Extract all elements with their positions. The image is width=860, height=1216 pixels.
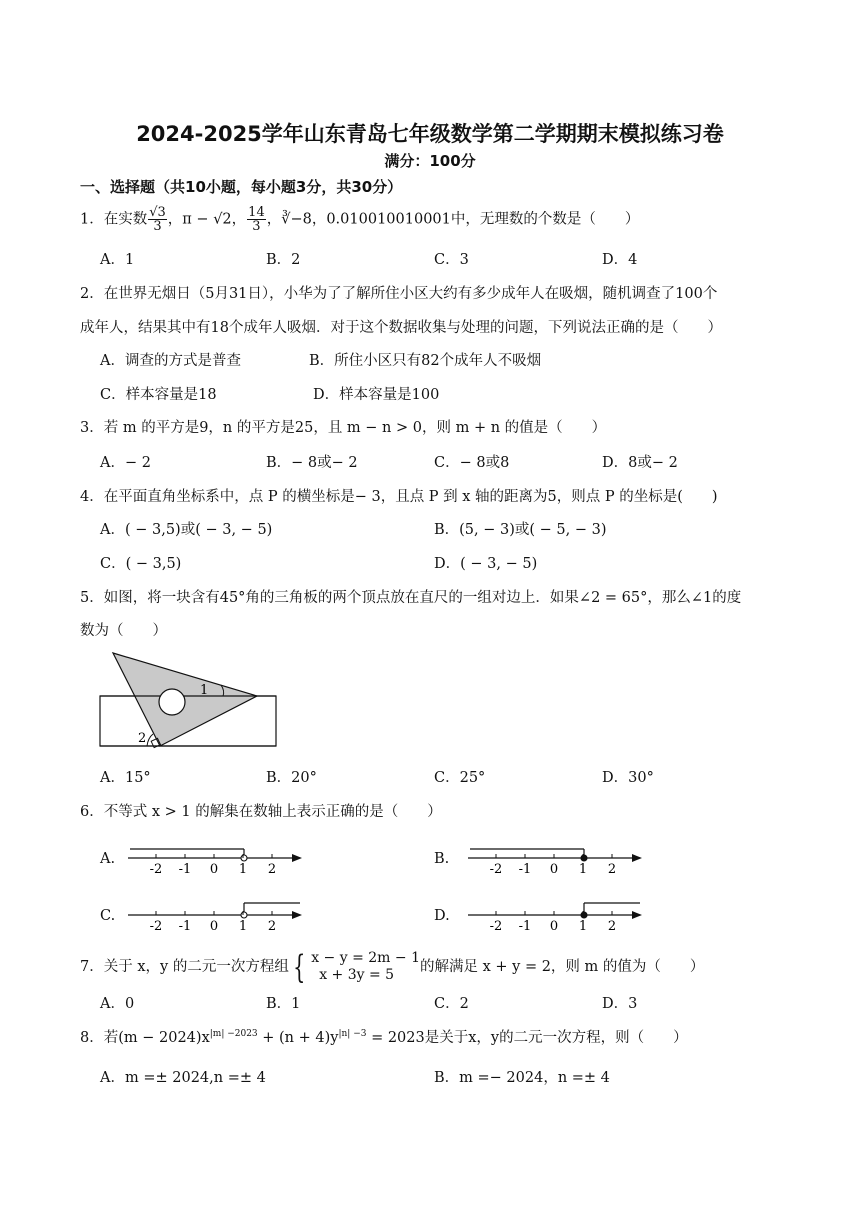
tick-label: -2 <box>489 862 503 877</box>
number-line-b <box>460 840 650 878</box>
option-b: B．1 <box>266 996 301 1012</box>
option-c: C．3 <box>434 252 469 268</box>
tick-label: -2 <box>489 919 503 934</box>
angle-1-label: 1 <box>200 683 209 698</box>
equation-system: x − y = 2m − 1 x + 3y = 5 <box>311 950 420 983</box>
option-a: A．m =± 2024,n =± 4 <box>100 1070 266 1086</box>
option-d: D．30° <box>602 770 654 786</box>
option-a: A．15° <box>100 770 151 786</box>
tick-label: 0 <box>549 919 559 934</box>
tick-label: -1 <box>178 862 192 877</box>
tick-label: -2 <box>149 862 163 877</box>
option-a: A．调查的方式是普查 <box>100 353 241 369</box>
number-line-a <box>120 840 310 878</box>
option-d: D．3 <box>602 996 638 1012</box>
tick-label: -1 <box>518 919 532 934</box>
angle-2-label: 2 <box>138 731 147 746</box>
tick-label: 2 <box>267 919 277 934</box>
option-c: C．25° <box>434 770 486 786</box>
brace: { <box>292 948 306 986</box>
option-b: B．2 <box>266 252 301 268</box>
triangle-ruler-figure <box>96 650 282 750</box>
tick-label: 2 <box>607 919 617 934</box>
option-a: A．1 <box>100 252 135 268</box>
tick-label: -1 <box>178 919 192 934</box>
fraction: $\frac{14}{3}$ <box>248 205 265 234</box>
tick-label: 2 <box>267 862 277 877</box>
question-number: 8． <box>80 1030 104 1046</box>
tick-label: 1 <box>578 919 588 934</box>
question-1: 1．在实数 $\frac{√3}{3}$ ，π − √2， $\frac{14}{3}$ ，∛−8，0.010010010001中，无理数的个数是（ ） <box>80 205 640 234</box>
question-3: 3．若 m 的平方是9，n 的平方是25，且 m − n > 0，则 m + n 的值是（ ） <box>80 420 607 436</box>
option-b: B．m =− 2024，n =± 4 <box>434 1070 610 1086</box>
option-b: B．所住小区只有82个成年人不吸烟 <box>309 353 542 369</box>
option-a: A．( − 3,5)或( − 3, − 5) <box>100 522 273 538</box>
tick-label: 0 <box>209 919 219 934</box>
question-number: 7． <box>80 959 104 975</box>
tick-label: -2 <box>149 919 163 934</box>
question-number: 4． <box>80 489 104 505</box>
tick-label: 1 <box>238 862 248 877</box>
option-a: A．0 <box>100 996 135 1012</box>
tick-label: -1 <box>518 862 532 877</box>
number-line-c <box>120 897 310 935</box>
tick-label: 2 <box>607 862 617 877</box>
option-d: D．4 <box>602 252 638 268</box>
page-title: 2024-2025学年山东青岛七年级数学第二学期期末模拟练习卷 <box>136 122 724 146</box>
option-a: A. <box>100 851 116 867</box>
question-4: 4．在平面直角坐标系中，点 P 的横坐标是− 3，且点 P 到 x 轴的距离为5，则点 P 的坐标是( ) <box>80 489 718 505</box>
option-c: C．2 <box>434 996 469 1012</box>
tick-label: 1 <box>578 862 588 877</box>
question-5-cont: 数为（ ） <box>80 623 167 639</box>
question-number: 2． <box>80 286 104 302</box>
full-score: 满分：100分 <box>384 152 476 170</box>
question-2-cont: 成年人，结果其中有18个成年人吸烟．对于这个数据收集与处理的问题，下列说法正确的是（ ） <box>80 320 722 336</box>
option-c: C．− 8或8 <box>434 455 510 471</box>
question-number: 1． <box>80 211 104 228</box>
option-c: C. <box>100 908 116 924</box>
option-d: D．8或− 2 <box>602 455 678 471</box>
question-number: 5． <box>80 590 104 606</box>
option-c: C．( − 3,5) <box>100 556 182 572</box>
option-d: D．样本容量是100 <box>313 387 440 403</box>
option-b: B．20° <box>266 770 317 786</box>
option-d: D. <box>434 908 450 924</box>
option-d: D．( − 3, − 5) <box>434 556 538 572</box>
option-b: B．− 8或− 2 <box>266 455 358 471</box>
fraction: $\frac{√3}{3}$ <box>149 205 166 234</box>
section-heading: 一、选择题（共10小题，每小题3分，共30分） <box>80 178 403 196</box>
option-b: B. <box>434 851 450 867</box>
tick-label: 0 <box>549 862 559 877</box>
tick-label: 0 <box>209 862 219 877</box>
question-5: 5．如图，将一块含有45°角的三角板的两个顶点放在直尺的一组对边上．如果∠2 = 65°，那么∠1的度 <box>80 590 742 606</box>
tick-label: 1 <box>238 919 248 934</box>
question-2: 2．在世界无烟日（5月31日），小华为了了解所住小区大约有多少成年人在吸烟，随机调查了100个 <box>80 286 718 302</box>
option-a: A．− 2 <box>100 455 151 471</box>
number-line-d <box>460 897 650 935</box>
question-8: 8．若$(m - 2024)x^{|m| -2023} + (n + 4)y^{|n| -3} = 2023$是关于x，y的二元一次方程，则（ ） <box>80 1029 688 1046</box>
question-6: 6．不等式 x > 1 的解集在数轴上表示正确的是（ ） <box>80 804 442 820</box>
option-b: B．(5, − 3)或( − 5, − 3) <box>434 522 607 538</box>
option-c: C．样本容量是18 <box>100 387 217 403</box>
question-number: 3． <box>80 420 104 436</box>
question-7: 7．关于 x，y 的二元一次方程组 { x − y = 2m − 1 x + 3y = 5 的解满足 x + y = 2，则 m 的值为（ ） <box>80 948 705 986</box>
question-number: 6． <box>80 804 104 820</box>
